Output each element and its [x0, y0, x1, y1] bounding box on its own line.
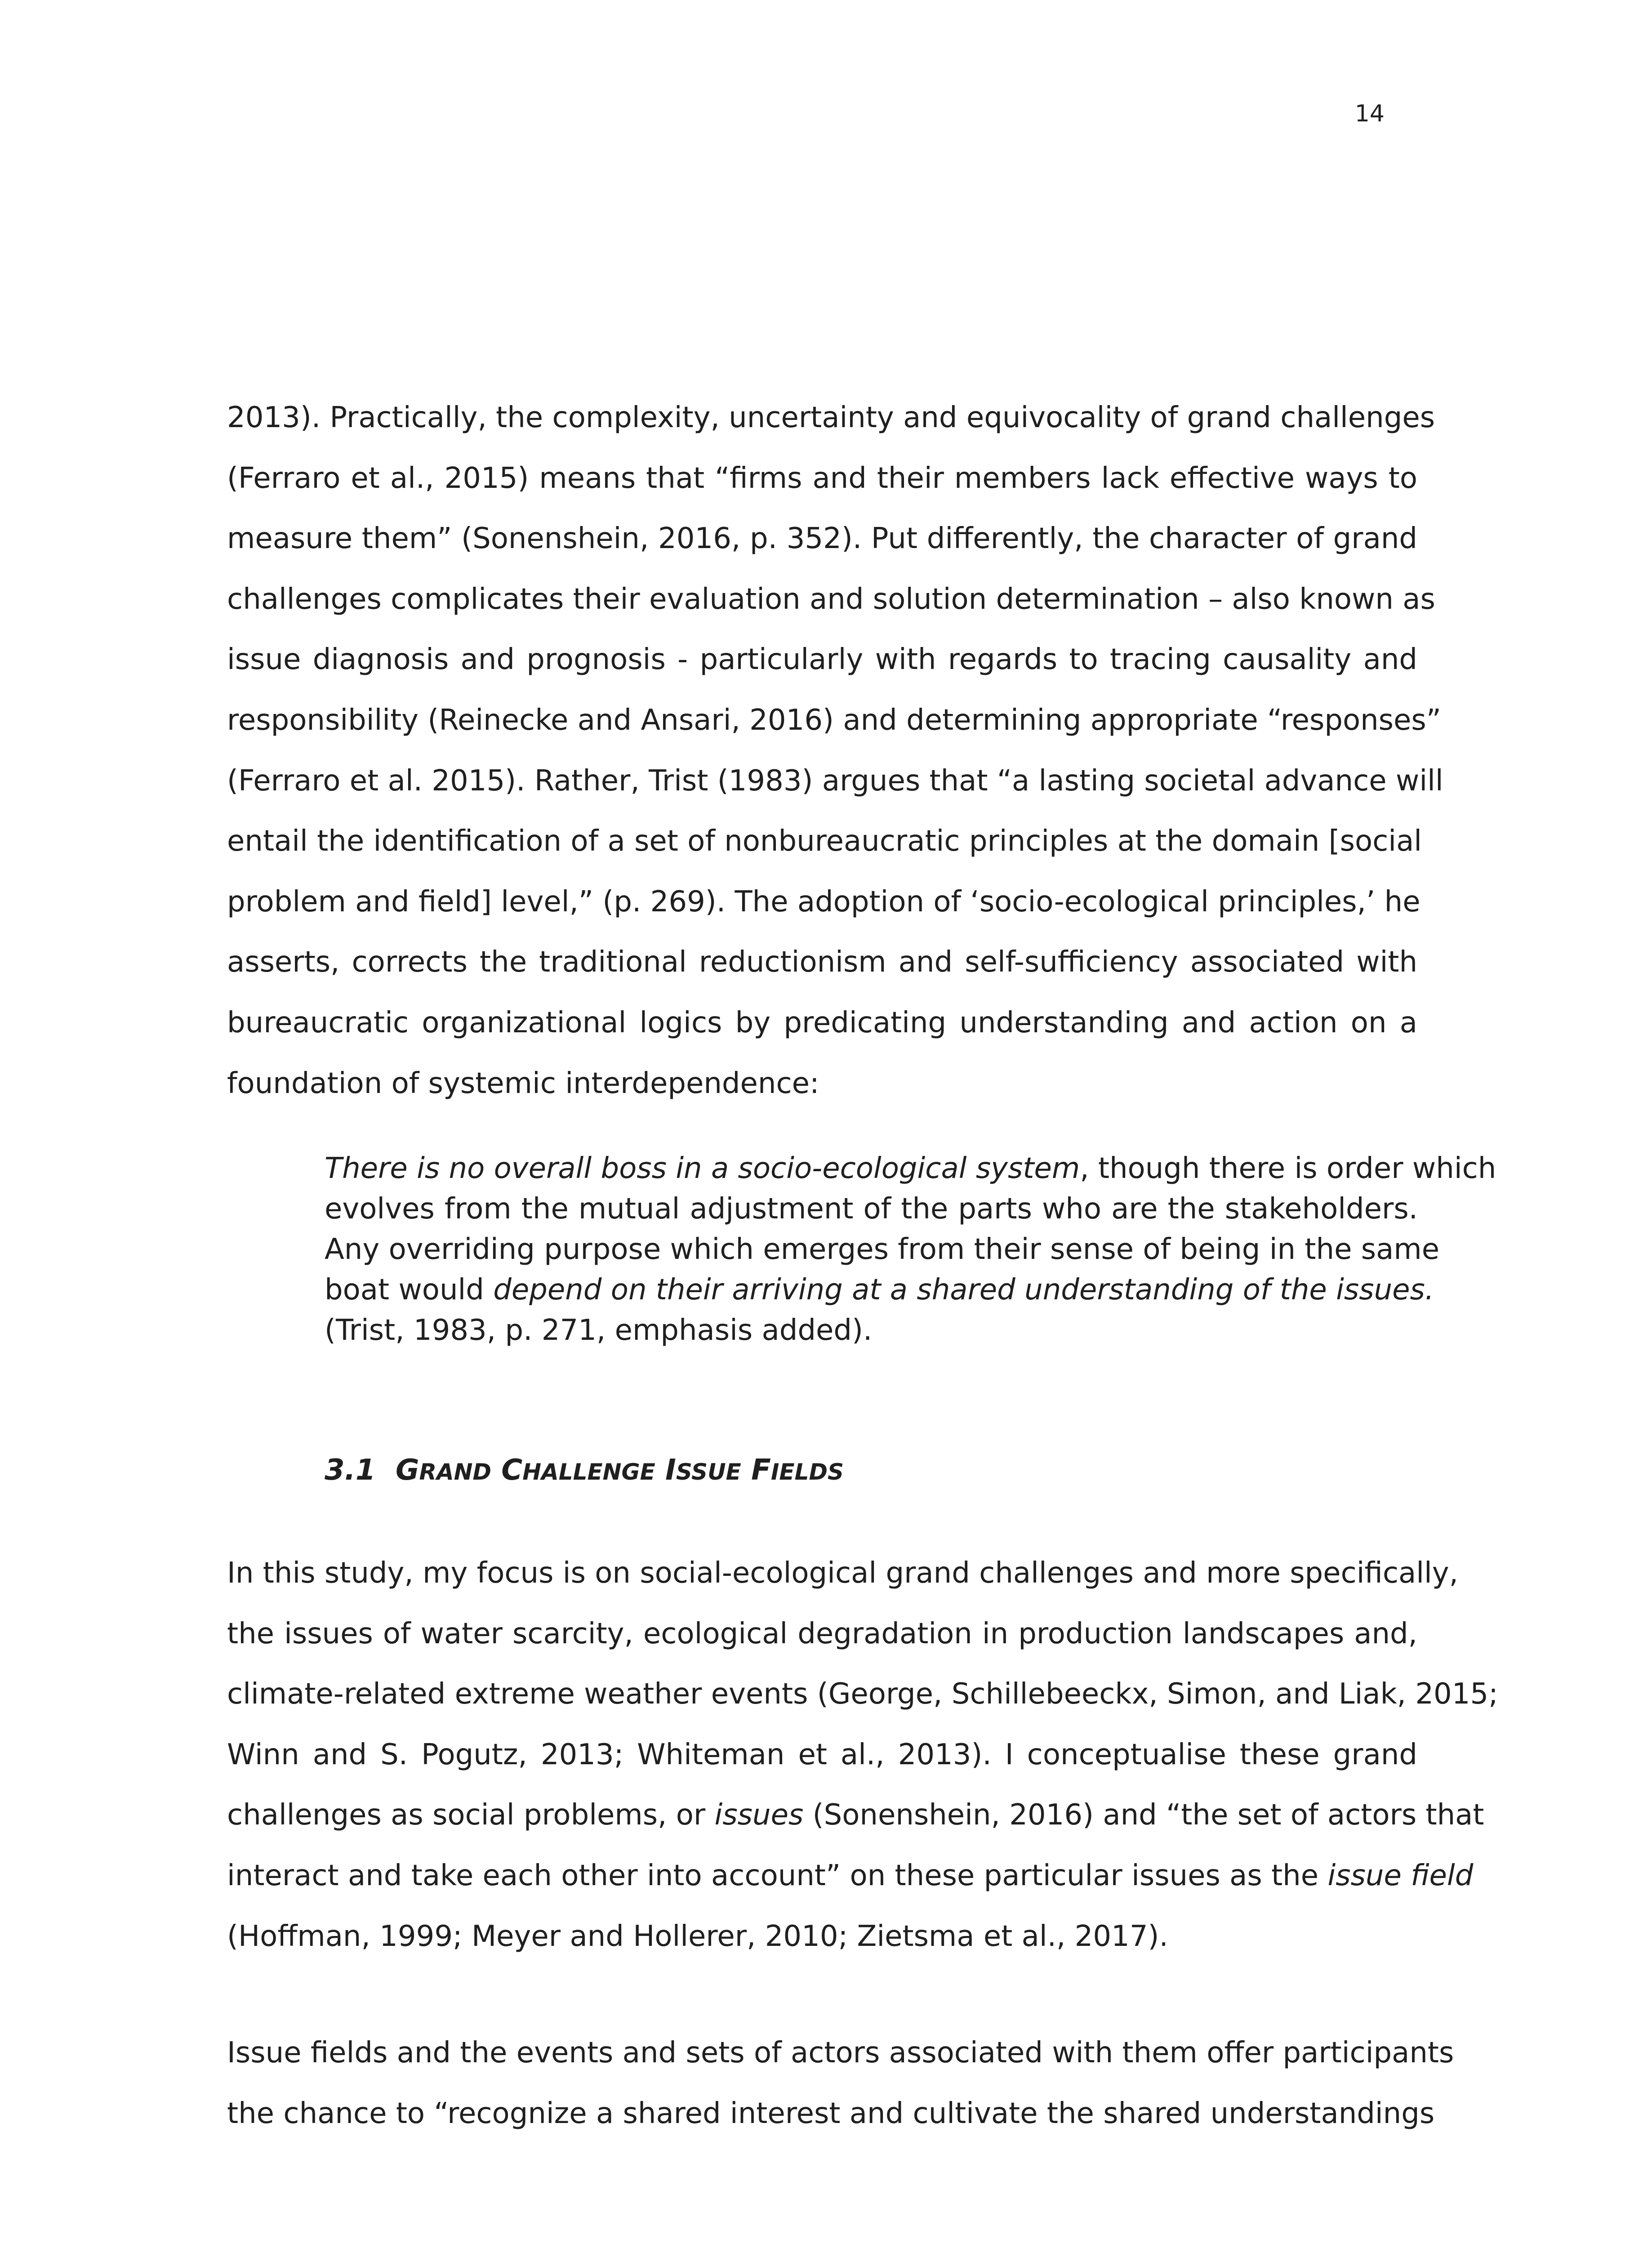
section-heading — [325, 1450, 844, 1492]
paragraph-line: problem and field] level,” (p. 269). The adoption of ‘socio-ecological principles,’ he — [227, 885, 1420, 919]
quote-line — [325, 1148, 1496, 1189]
paragraph-line: 2013). Practically, the complexity, uncertainty and equivocality of grand challenges — [227, 401, 1435, 434]
paragraph-line: (Ferraro et al. 2015). Rather, Trist (1983) argues that “a lasting societal advance will — [227, 764, 1443, 798]
paragraph-line: challenges as social problems, or issues (Sonenshein, 2016) and “the set of actors that — [227, 1798, 1484, 1832]
paragraph-line: Winn and S. Pogutz, 2013; Whiteman et al., 2013). I conceptualise these grand — [227, 1738, 1417, 1771]
paragraph-line: responsibility (Reinecke and Ansari, 2016) and determining appropriate “responses” — [227, 703, 1441, 737]
paragraph-line: interact and take each other into account” on these particular issues as the issue field — [227, 1859, 1474, 1892]
body-paragraph-1 — [227, 388, 1443, 1114]
body-paragraph-2 — [227, 1543, 1498, 1967]
heading-word: GRAND — [395, 1454, 492, 1487]
quote-line: evolves from the mutual adjustment of the parts who are the stakeholders. — [325, 1192, 1418, 1226]
paragraph-line: (Hoffman, 1999; Meyer and Hollerer, 2010; Zietsma et al., 2017). — [227, 1919, 1168, 1953]
block-quote — [325, 1148, 1496, 1351]
quote-text: , though there is order which — [1080, 1152, 1496, 1185]
term-issue-field: issue field — [1327, 1859, 1474, 1892]
quote-text: boat would — [325, 1273, 494, 1307]
section-number: 3.1 — [325, 1454, 376, 1487]
paragraph-line: the chance to “recognize a shared interest and cultivate the shared understandings — [227, 2096, 1435, 2130]
paragraph-line: challenges complicates their evaluation and solution determination – also known as — [227, 582, 1435, 616]
paragraph-line: bureaucratic organizational logics by predicating understanding and action on a — [227, 1006, 1417, 1039]
quote-emphasis: depend on their arriving at a shared understanding of the issues. — [493, 1273, 1434, 1307]
paragraph-line: asserts, corrects the traditional reductionism and self-sufficiency associated with — [227, 946, 1417, 979]
quote-emphasis: There is no overall boss in a socio-ecological system — [325, 1152, 1080, 1185]
paragraph-line: the issues of water scarcity, ecological degradation in production landscapes and, — [227, 1617, 1417, 1650]
paragraph-line: Issue fields and the events and sets of actors associated with them offer participants — [227, 2036, 1454, 2070]
quote-line — [325, 1270, 1434, 1310]
quote-line: (Trist, 1983, p. 271, emphasis added). — [325, 1314, 873, 1347]
paragraph-line: issue diagnosis and prognosis - particularly with regards to tracing causality and — [227, 643, 1417, 677]
heading-word: FIELDS — [751, 1454, 844, 1487]
paragraph-line: (Ferraro et al., 2015) means that “firms and their members lack effective ways to — [227, 461, 1417, 495]
paragraph-line: In this study, my focus is on social-ecological grand challenges and more specifically, — [227, 1557, 1458, 1590]
paragraph-line: foundation of systemic interdependence: — [227, 1066, 819, 1100]
heading-word: ISSUE — [665, 1454, 741, 1487]
page-number: 14 — [1354, 100, 1385, 127]
body-paragraph-3 — [227, 2023, 1454, 2144]
quote-line: Any overriding purpose which emerges from their sense of being in the same — [325, 1233, 1440, 1266]
paragraph-line: entail the identification of a set of nonbureaucratic principles at the domain [social — [227, 825, 1422, 858]
heading-word: CHALLENGE — [501, 1454, 655, 1487]
term-issues: issues — [714, 1798, 804, 1832]
paragraph-line: climate-related extreme weather events (George, Schillebeeckx, Simon, and Liak, 2015; — [227, 1677, 1498, 1711]
paragraph-line: measure them” (Sonenshein, 2016, p. 352). Put differently, the character of grand — [227, 522, 1417, 556]
